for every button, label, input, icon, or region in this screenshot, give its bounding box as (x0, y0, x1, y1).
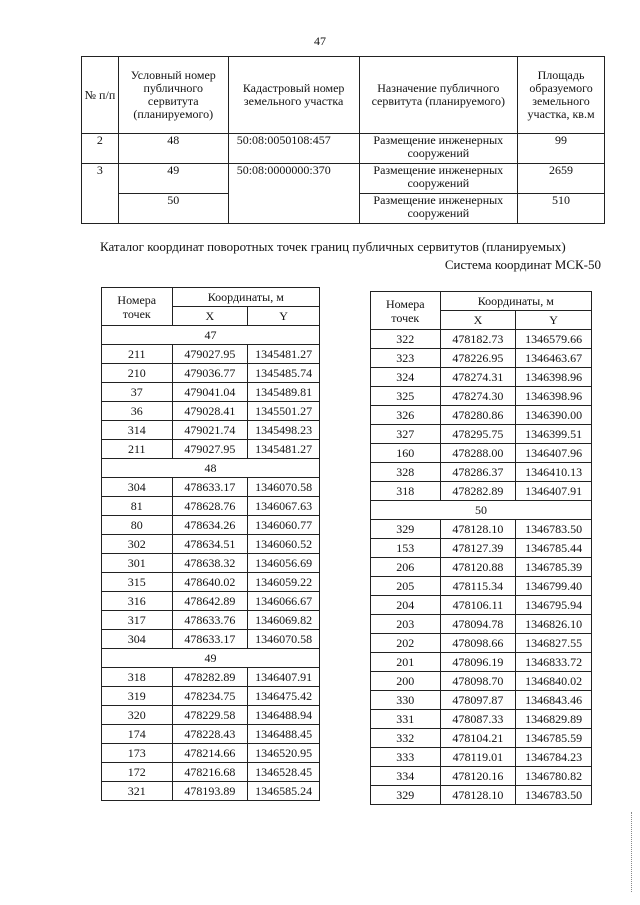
coordinate-row (371, 634, 592, 653)
header-area: Площадь образуемого земельного участка, кв.м (518, 57, 605, 134)
coordinate-row (371, 672, 592, 691)
row-cadastral-number: 50:08:0000000:370 (228, 164, 359, 224)
point-number: 325 (371, 387, 441, 406)
y-coordinate: 1346390.00 (516, 406, 592, 425)
y-coordinate: 1346069.82 (248, 611, 320, 630)
x-coordinate: 479027.95 (172, 345, 248, 364)
y-coordinate: 1346827.55 (516, 634, 592, 653)
coordinate-row (102, 478, 320, 497)
point-number: 173 (102, 744, 173, 763)
y-coordinate: 1346784.23 (516, 748, 592, 767)
coordinate-row (371, 349, 592, 368)
x-coordinate: 479021.74 (172, 421, 248, 440)
x-coordinate: 479036.77 (172, 364, 248, 383)
catalog-title: Каталог координат поворотных точек границ публичных сервитутов (планируемых) (100, 239, 566, 254)
row-conditional-number: 49 (118, 164, 228, 194)
x-coordinate: 478634.26 (172, 516, 248, 535)
row-conditional-number: 48 (118, 134, 228, 164)
y-coordinate: 1346056.69 (248, 554, 320, 573)
y-coordinate: 1346795.94 (516, 596, 592, 615)
y-coordinate: 1346840.02 (516, 672, 592, 691)
x-coordinate: 478286.37 (440, 463, 516, 482)
coordinate-row (371, 710, 592, 729)
x-coordinate: 478633.17 (172, 630, 248, 649)
point-number: 318 (371, 482, 441, 501)
x-coordinate: 478633.76 (172, 611, 248, 630)
y-coordinate: 1346783.50 (516, 786, 592, 805)
point-number: 304 (102, 478, 173, 497)
x-coordinate: 478120.88 (440, 558, 516, 577)
row-area: 510 (518, 194, 605, 224)
x-coordinate: 478094.78 (440, 615, 516, 634)
point-number: 328 (371, 463, 441, 482)
coordinate-row (371, 653, 592, 672)
point-number: 324 (371, 368, 441, 387)
x-coordinate: 478120.16 (440, 767, 516, 786)
coordinate-row (371, 615, 592, 634)
x-coordinate: 478104.21 (440, 729, 516, 748)
point-number: 211 (102, 345, 173, 364)
x-coordinate: 478216.68 (172, 763, 248, 782)
coordinate-row (102, 383, 320, 402)
x-coordinate: 478282.89 (172, 668, 248, 687)
y-coordinate: 1345481.27 (248, 440, 320, 459)
coordinate-row (102, 592, 320, 611)
y-coordinate: 1346785.59 (516, 729, 592, 748)
y-coordinate: 1346410.13 (516, 463, 592, 482)
x-coordinate: 478098.66 (440, 634, 516, 653)
coordinate-row (102, 535, 320, 554)
coordinates-table-right (370, 291, 592, 805)
group-row (102, 649, 320, 668)
y-coordinate: 1346398.96 (516, 368, 592, 387)
servitude-header-row (82, 57, 605, 134)
coordinate-row (371, 425, 592, 444)
group-row (371, 501, 592, 520)
point-number: 203 (371, 615, 441, 634)
y-coordinate: 1346829.89 (516, 710, 592, 729)
x-coordinate: 478640.02 (172, 573, 248, 592)
x-coordinate: 478274.31 (440, 368, 516, 387)
y-coordinate: 1346407.91 (516, 482, 592, 501)
coordinate-row (102, 668, 320, 687)
point-number: 200 (371, 672, 441, 691)
x-coordinate: 478226.95 (440, 349, 516, 368)
y-coordinate: 1346070.58 (248, 478, 320, 497)
point-number: 329 (371, 520, 441, 539)
y-coordinate: 1346060.77 (248, 516, 320, 535)
header-coordinates: Координаты, м (440, 292, 591, 311)
coordinate-row (102, 630, 320, 649)
point-number: 204 (371, 596, 441, 615)
y-coordinate: 1345489.81 (248, 383, 320, 402)
point-number: 326 (371, 406, 441, 425)
x-coordinate: 479041.04 (172, 383, 248, 402)
point-number: 334 (371, 767, 441, 786)
coordinate-row (371, 406, 592, 425)
header-points: Номера точек (371, 292, 441, 330)
x-coordinate: 478128.10 (440, 786, 516, 805)
group-label: 49 (102, 649, 320, 668)
point-number: 36 (102, 402, 173, 421)
row-num: 3 (82, 164, 119, 224)
x-coordinate: 478115.34 (440, 577, 516, 596)
x-coordinate: 479028.41 (172, 402, 248, 421)
x-coordinate: 478097.87 (440, 691, 516, 710)
y-coordinate: 1346060.52 (248, 535, 320, 554)
group-label: 48 (102, 459, 320, 478)
point-number: 302 (102, 535, 173, 554)
y-coordinate: 1346783.50 (516, 520, 592, 539)
y-coordinate: 1346833.72 (516, 653, 592, 672)
coordinate-row (102, 763, 320, 782)
x-coordinate: 478128.10 (440, 520, 516, 539)
coordinate-row (102, 516, 320, 535)
header-points: Номера точек (102, 288, 173, 326)
y-coordinate: 1346407.96 (516, 444, 592, 463)
row-conditional-number: 50 (118, 194, 228, 224)
row-purpose: Размещение инженерных сооружений (359, 164, 518, 194)
point-number: 202 (371, 634, 441, 653)
x-coordinate: 478280.86 (440, 406, 516, 425)
row-num: 2 (82, 134, 119, 164)
point-number: 318 (102, 668, 173, 687)
x-coordinate: 479027.95 (172, 440, 248, 459)
point-number: 304 (102, 630, 173, 649)
y-coordinate: 1345481.27 (248, 345, 320, 364)
y-coordinate: 1345501.27 (248, 402, 320, 421)
point-number: 331 (371, 710, 441, 729)
coordinate-row (102, 687, 320, 706)
x-coordinate: 478127.39 (440, 539, 516, 558)
x-coordinate: 478634.51 (172, 535, 248, 554)
y-coordinate: 1345485.74 (248, 364, 320, 383)
point-number: 301 (102, 554, 173, 573)
point-number: 205 (371, 577, 441, 596)
point-number: 80 (102, 516, 173, 535)
x-coordinate: 478234.75 (172, 687, 248, 706)
coordinate-row (371, 330, 592, 349)
y-coordinate: 1346070.58 (248, 630, 320, 649)
point-number: 319 (102, 687, 173, 706)
coordinates-table-left (101, 287, 320, 801)
point-number: 320 (102, 706, 173, 725)
x-coordinate: 478628.76 (172, 497, 248, 516)
point-number: 316 (102, 592, 173, 611)
servitude-table (81, 56, 605, 224)
coordinate-row (371, 482, 592, 501)
y-coordinate: 1346067.63 (248, 497, 320, 516)
coordinate-row (102, 421, 320, 440)
header-x: X (440, 311, 516, 330)
x-coordinate: 478087.33 (440, 710, 516, 729)
coordinate-row (102, 782, 320, 801)
x-coordinate: 478214.66 (172, 744, 248, 763)
row-purpose: Размещение инженерных сооружений (359, 194, 518, 224)
group-label: 50 (371, 501, 592, 520)
point-number: 211 (102, 440, 173, 459)
point-number: 81 (102, 497, 173, 516)
coordinate-row (371, 520, 592, 539)
scan-edge-mark (631, 812, 634, 892)
x-coordinate: 478182.73 (440, 330, 516, 349)
x-coordinate: 478274.30 (440, 387, 516, 406)
x-coordinate: 478229.58 (172, 706, 248, 725)
point-number: 327 (371, 425, 441, 444)
coordinate-row (371, 786, 592, 805)
point-number: 210 (102, 364, 173, 383)
coordinate-row (371, 596, 592, 615)
point-number: 37 (102, 383, 173, 402)
coordinate-row (371, 368, 592, 387)
header-y: Y (248, 307, 320, 326)
coordinate-row (371, 691, 592, 710)
coordinate-row (371, 444, 592, 463)
y-coordinate: 1346799.40 (516, 577, 592, 596)
y-coordinate: 1346579.66 (516, 330, 592, 349)
x-coordinate: 478098.70 (440, 672, 516, 691)
point-number: 330 (371, 691, 441, 710)
row-area: 99 (518, 134, 605, 164)
header-num: № п/п (82, 57, 119, 134)
header-x: X (172, 307, 248, 326)
coordinate-row (102, 706, 320, 725)
coordinate-row (371, 577, 592, 596)
coordinate-row (371, 387, 592, 406)
point-number: 323 (371, 349, 441, 368)
point-number: 321 (102, 782, 173, 801)
x-coordinate: 478228.43 (172, 725, 248, 744)
coordinate-row (102, 611, 320, 630)
header-y: Y (516, 311, 592, 330)
point-number: 332 (371, 729, 441, 748)
y-coordinate: 1346407.91 (248, 668, 320, 687)
header-purpose: Назначение публичного сервитута (планируемого) (359, 57, 518, 134)
x-coordinate: 478193.89 (172, 782, 248, 801)
x-coordinate: 478295.75 (440, 425, 516, 444)
coordinate-row (102, 554, 320, 573)
point-number: 333 (371, 748, 441, 767)
point-number: 206 (371, 558, 441, 577)
coordinate-row (102, 573, 320, 592)
y-coordinate: 1346843.46 (516, 691, 592, 710)
point-number: 160 (371, 444, 441, 463)
point-number: 174 (102, 725, 173, 744)
coordinate-row (371, 767, 592, 786)
y-coordinate: 1346488.94 (248, 706, 320, 725)
y-coordinate: 1345498.23 (248, 421, 320, 440)
y-coordinate: 1346463.67 (516, 349, 592, 368)
page-number: 47 (314, 34, 326, 48)
y-coordinate: 1346398.96 (516, 387, 592, 406)
row-cadastral-number: 50:08:0050108:457 (228, 134, 359, 164)
point-number: 153 (371, 539, 441, 558)
y-coordinate: 1346399.51 (516, 425, 592, 444)
coordinate-row (102, 744, 320, 763)
x-coordinate: 478642.89 (172, 592, 248, 611)
coordinate-row (102, 725, 320, 744)
x-coordinate: 478096.19 (440, 653, 516, 672)
header-cadastral-number: Кадастровый номер земельного участка (228, 57, 359, 134)
x-coordinate: 478288.00 (440, 444, 516, 463)
servitude-row (82, 164, 605, 194)
point-number: 317 (102, 611, 173, 630)
point-number: 172 (102, 763, 173, 782)
x-coordinate: 478633.17 (172, 478, 248, 497)
coordinate-system: Система координат МСК-50 (444, 257, 601, 272)
group-row (102, 326, 320, 345)
y-coordinate: 1346528.45 (248, 763, 320, 782)
header-conditional-number: Условный номер публичного сервитута (планируемого) (118, 57, 228, 134)
y-coordinate: 1346780.82 (516, 767, 592, 786)
y-coordinate: 1346585.24 (248, 782, 320, 801)
point-number: 322 (371, 330, 441, 349)
coordinate-row (371, 729, 592, 748)
y-coordinate: 1346066.67 (248, 592, 320, 611)
coordinate-row (371, 558, 592, 577)
coordinate-row (102, 402, 320, 421)
y-coordinate: 1346785.44 (516, 539, 592, 558)
group-row (102, 459, 320, 478)
coordinate-row (102, 440, 320, 459)
point-number: 315 (102, 573, 173, 592)
row-area: 2659 (518, 164, 605, 194)
row-purpose: Размещение инженерных сооружений (359, 134, 518, 164)
x-coordinate: 478119.01 (440, 748, 516, 767)
y-coordinate: 1346826.10 (516, 615, 592, 634)
group-label: 47 (102, 326, 320, 345)
point-number: 314 (102, 421, 173, 440)
coordinate-row (371, 539, 592, 558)
coordinate-row (371, 748, 592, 767)
y-coordinate: 1346520.95 (248, 744, 320, 763)
servitude-row (82, 134, 605, 164)
coordinate-row (102, 497, 320, 516)
coordinate-row (371, 463, 592, 482)
y-coordinate: 1346059.22 (248, 573, 320, 592)
header-coordinates: Координаты, м (172, 288, 319, 307)
point-number: 329 (371, 786, 441, 805)
coordinate-row (102, 364, 320, 383)
x-coordinate: 478282.89 (440, 482, 516, 501)
point-number: 201 (371, 653, 441, 672)
y-coordinate: 1346488.45 (248, 725, 320, 744)
x-coordinate: 478638.32 (172, 554, 248, 573)
y-coordinate: 1346785.39 (516, 558, 592, 577)
x-coordinate: 478106.11 (440, 596, 516, 615)
coordinate-row (102, 345, 320, 364)
y-coordinate: 1346475.42 (248, 687, 320, 706)
